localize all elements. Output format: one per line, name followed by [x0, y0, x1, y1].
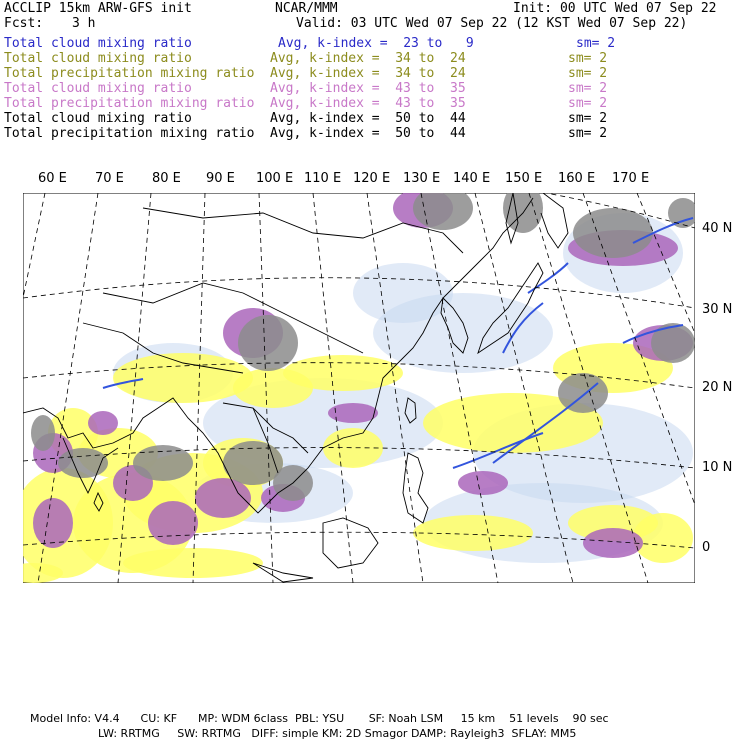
legend-smoothing: sm= 2 [568, 51, 608, 66]
lat-label: 0 [702, 540, 711, 555]
legend-field-name: Total cloud mixing ratio [4, 111, 192, 126]
legend-k-index: Avg, k-index = 50 to 44 [270, 111, 466, 126]
purple-field-area [458, 471, 508, 495]
legend-k-index: Avg, k-index = 34 to 24 [270, 51, 466, 66]
title-center: NCAR/MMM [275, 1, 338, 16]
gray-field-area [651, 323, 695, 363]
gray-field-area [573, 208, 653, 258]
footer-line-1: Model Info: V4.4 CU: KF MP: WDM 6class PBL: YSU SF: Noah LSM 15 km 51 levels 90 sec [30, 712, 609, 725]
lat-label: 20 N [702, 380, 733, 395]
legend-smoothing: sm= 2 [568, 96, 608, 111]
legend-field-name: Total precipitation mixing ratio [4, 96, 255, 111]
gray-field-area [58, 448, 108, 478]
gray-field-area [558, 373, 608, 413]
legend-field-name: Total precipitation mixing ratio [4, 66, 255, 81]
purple-field-area [583, 528, 643, 558]
lon-label: 130 E [403, 171, 441, 186]
fcst-value: 3 h [72, 16, 96, 31]
lon-label: 90 E [206, 171, 235, 186]
legend-smoothing: sm= 2 [568, 66, 608, 81]
valid-time: Valid: 03 UTC Wed 07 Sep 22 (12 KST Wed 07 Sep 22) [296, 16, 688, 31]
fcst-label: Fcst: [4, 16, 44, 31]
legend-field-name: Total precipitation mixing ratio [4, 126, 255, 141]
footer-line-2: LW: RRTMG SW: RRTMG DIFF: simple KM: 2D Smagor DAMP: Rayleigh3 SFLAY: MM5 [98, 727, 577, 740]
purple-field-area [88, 411, 118, 435]
legend-k-index: Avg, k-index = 43 to 35 [270, 81, 466, 96]
lon-label: 150 E [505, 171, 543, 186]
legend-k-index: Avg, k-index = 34 to 24 [270, 66, 466, 81]
lon-label: 70 E [95, 171, 124, 186]
gray-field-area [31, 415, 55, 451]
legend-field-name: Total cloud mixing ratio [4, 51, 192, 66]
legend-smoothing: sm= 2 [568, 81, 608, 96]
legend-k-index: Avg, k-index = 23 to 9 [278, 36, 474, 51]
lightblue-field-area [353, 263, 453, 323]
init-time: Init: 00 UTC Wed 07 Sep 22 [513, 1, 717, 16]
legend-smoothing: sm= 2 [576, 36, 616, 51]
legend-field-name: Total cloud mixing ratio [4, 36, 192, 51]
lat-label: 40 N [702, 221, 733, 236]
lat-label: 30 N [702, 302, 733, 317]
lon-label: 80 E [152, 171, 181, 186]
title-left: ACCLIP 15km ARW-GFS init [4, 1, 192, 16]
legend-k-index: Avg, k-index = 43 to 35 [270, 96, 466, 111]
lon-label: 140 E [453, 171, 491, 186]
legend-k-index: Avg, k-index = 50 to 44 [270, 126, 466, 141]
gray-field-area [133, 445, 193, 481]
map-panel [23, 193, 695, 583]
purple-field-area [148, 501, 198, 545]
lon-label: 120 E [353, 171, 391, 186]
lon-label: 60 E [38, 171, 67, 186]
lon-label: 100 E [256, 171, 294, 186]
legend-smoothing: sm= 2 [568, 111, 608, 126]
legend-field-name: Total cloud mixing ratio [4, 81, 192, 96]
legend-smoothing: sm= 2 [568, 126, 608, 141]
lon-label: 160 E [558, 171, 596, 186]
purple-field-area [33, 498, 73, 548]
yellow-field-area [113, 353, 253, 403]
lat-label: 10 N [702, 460, 733, 475]
yellow-field-area [283, 355, 403, 391]
lon-label: 110 E [304, 171, 342, 186]
purple-field-area [328, 403, 378, 423]
gray-field-area [238, 315, 298, 371]
lon-label: 170 E [612, 171, 650, 186]
